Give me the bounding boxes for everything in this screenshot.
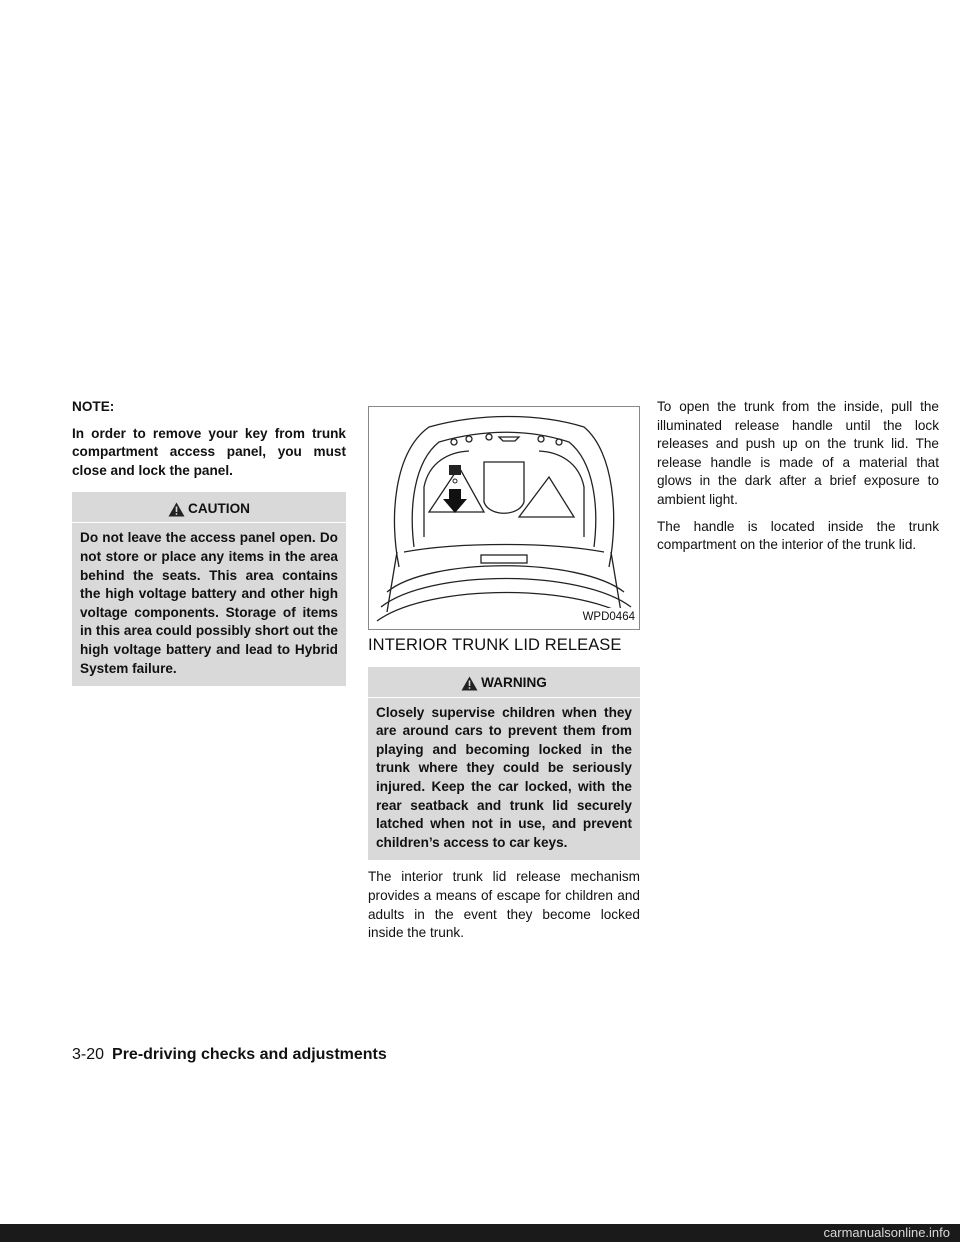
page-number: 3-20 — [72, 1046, 105, 1063]
caution-header — [72, 496, 346, 523]
caution-text: Do not leave the access panel open. Do not store or place any items in the area behind the seats. This area contains the high voltage battery and other high voltage components. Storage of items in this area could possibly short out the high voltage battery and lead to Hybrid System failure. — [80, 530, 338, 676]
left-column — [72, 398, 346, 686]
right-column — [657, 398, 939, 563]
paragraph-2: To open the trunk from the inside, pull the illuminated release handle until the lock releases and push up on the trunk lid. The release handle is made of a material that glows in the dark after a brief exposure to ambient light. — [657, 399, 939, 507]
caution-heading: CAUTION — [188, 501, 250, 517]
note-heading: NOTE: — [72, 399, 115, 414]
release-handle-arrow — [443, 465, 467, 513]
paragraph-1: The interior trunk lid release mechanism provides a means of escape for children and adults in the event they become locked inside the trunk. — [368, 869, 640, 941]
warning-triangle-icon — [461, 676, 478, 691]
chapter-title: Pre-driving checks and adjustments — [112, 1046, 387, 1063]
warning-box — [368, 667, 640, 861]
warning-header — [368, 671, 640, 698]
paragraph-3: The handle is located inside the trunk compartment on the interior of the trunk lid. — [657, 518, 939, 553]
warning-heading: WARNING — [481, 675, 547, 691]
warning-triangle-icon — [168, 502, 185, 517]
warning-text: Closely supervise children when they are around cars to prevent them from playing and becoming locked in the trunk where they could be seriously injured. Keep the car locked, with the rear seatback and trunk lid securely latched when not in use, and prevent children’s access to car keys. — [376, 704, 632, 850]
caution-box — [72, 492, 346, 686]
page-footer — [72, 1046, 387, 1064]
watermark: carmanualsonline.info — [0, 1224, 960, 1242]
figure-code: WPD0464 — [581, 608, 637, 627]
note-text: In order to remove your key from trunk compartment access panel, you must close and lock the panel. — [72, 425, 346, 478]
middle-column — [368, 406, 640, 943]
trunk-lid-drawing — [369, 407, 639, 629]
section-title: INTERIOR TRUNK LID RELEASE — [368, 636, 622, 654]
trunk-lid-illustration — [368, 406, 640, 630]
